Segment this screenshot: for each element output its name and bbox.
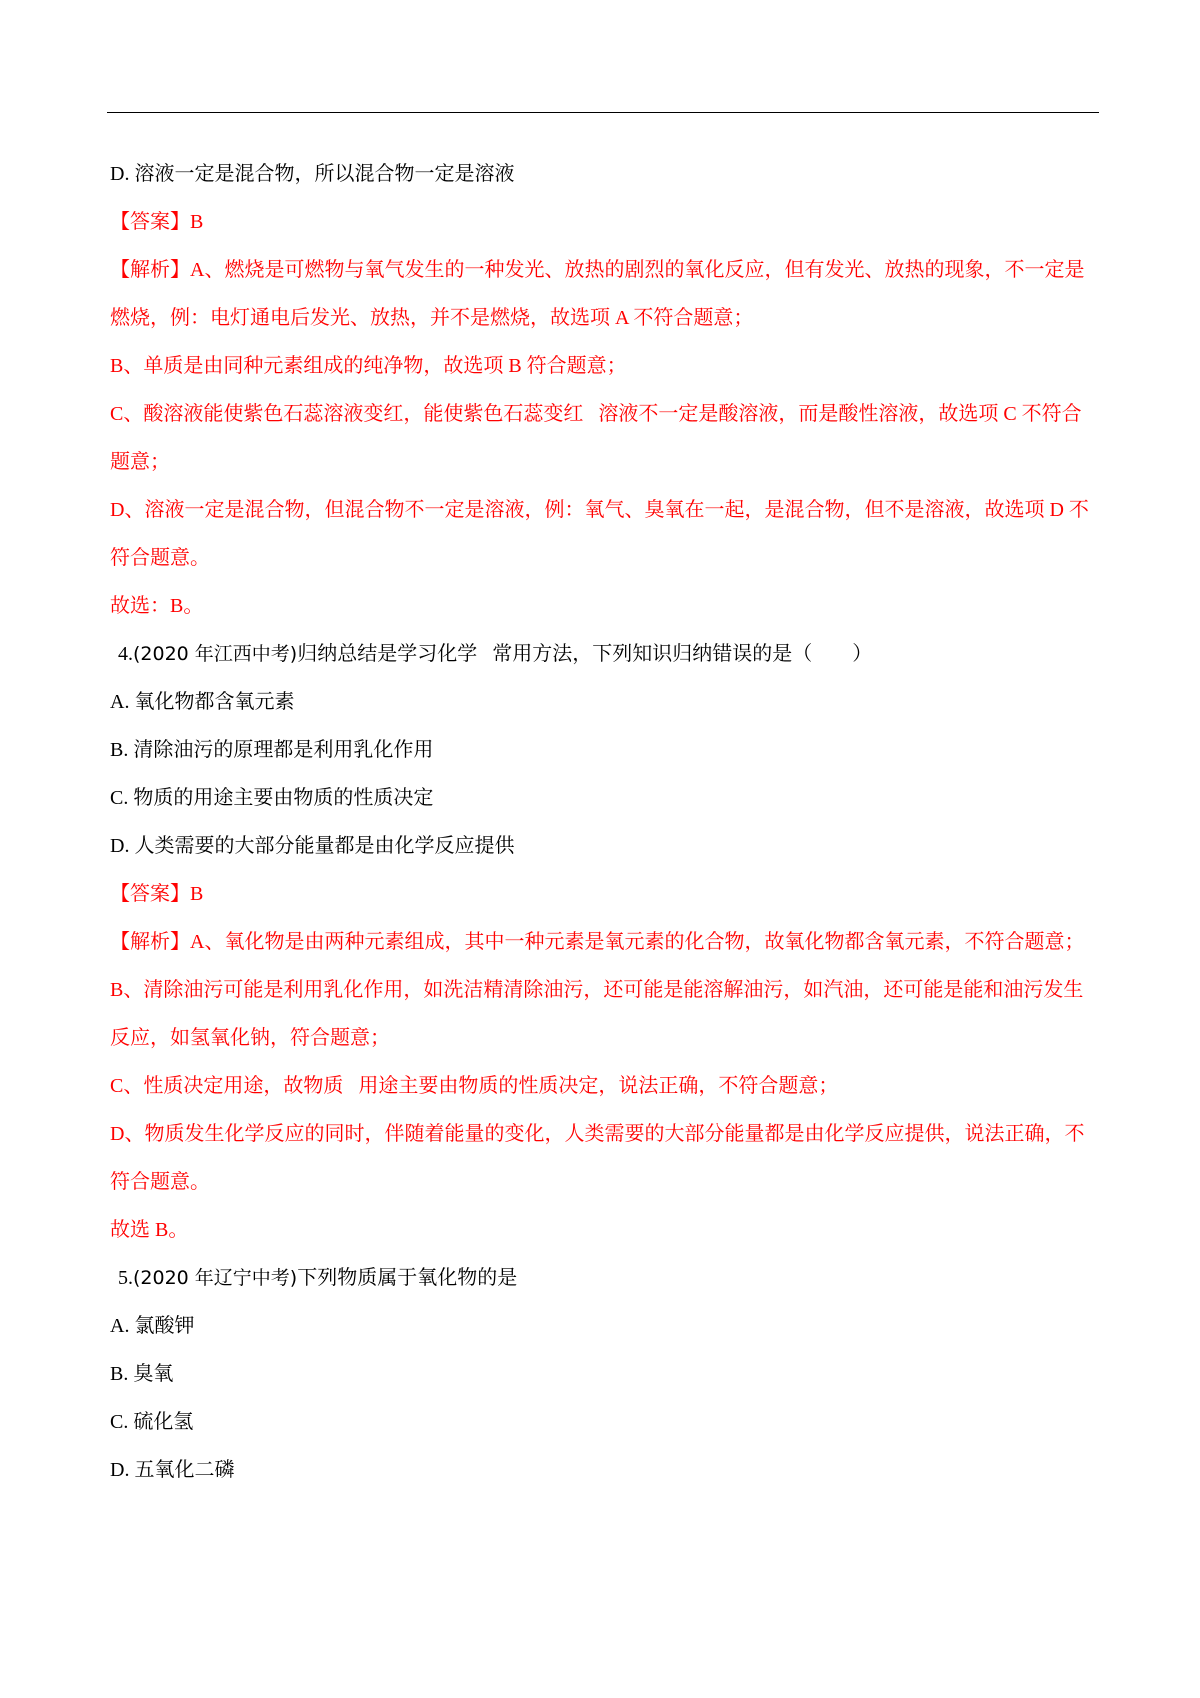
q5-option-d: D. 五氧化二磷: [110, 1459, 235, 1481]
q3-analysis-d: D、溶液一定是混合物，但混合物不一定是溶液，例：氧气、臭氧在一起，是混合物，但不是溶液，故选项 D 不符合题意。: [110, 499, 1089, 569]
q4-analysis-b: B、清除油污可能是利用乳化作用，如洗洁精清除油污，还可能是能溶解油污，如汽油，还可能是能和油污发生反应，如氢氧化钠，符合题意；: [110, 979, 1084, 1049]
q4-source: (2020 年江西中考): [133, 643, 298, 665]
q4-answer: 【答案】B: [110, 883, 204, 905]
q4-analysis-c: C、性质决定用途，故物质 用途主要由物质的性质决定，说法正确，不符合题意；: [110, 1075, 839, 1097]
q4-analysis-a: 【解析】A、氧化物是由两种元素组成，其中一种元素是氧元素的化合物，故氧化物都含氧元素，不符合题意；: [110, 931, 1085, 953]
q4-option-a: A. 氧化物都含氧元素: [110, 691, 295, 713]
q3-analysis-a: 【解析】A、燃烧是可燃物与氧气发生的一种发光、放热的剧烈的氧化反应，但有发光、放热的现象，不一定是燃烧，例：电灯通电后发光、放热，并不是燃烧，故选项 A 不符合题意；: [110, 259, 1085, 329]
header-rule: [107, 112, 1099, 113]
q3-analysis-b: B、单质是由同种元素组成的纯净物，故选项 B 符合题意；: [110, 355, 627, 377]
q4-stem-line: [110, 630, 1098, 678]
q4-stem: 归纳总结是学习化学 常用方法，下列知识归纳错误的是（ ）: [297, 643, 873, 665]
q3-option-d: D. 溶液一定是混合物，所以混合物一定是溶液: [110, 163, 515, 185]
q5-stem-line: [110, 1254, 1098, 1302]
q4-option-d: D. 人类需要的大部分能量都是由化学反应提供: [110, 835, 515, 857]
q4-option-b: B. 清除油污的原理都是利用乳化作用: [110, 739, 434, 761]
q5-number: 5.: [118, 1267, 133, 1289]
q5-option-a: A. 氯酸钾: [110, 1315, 195, 1337]
q5-option-b: B. 臭氧: [110, 1363, 174, 1385]
q3-answer: 【答案】B: [110, 211, 204, 233]
q5-source: (2020 年辽宁中考): [133, 1267, 298, 1289]
q4-analysis-d: D、物质发生化学反应的同时，伴随着能量的变化，人类需要的大部分能量都是由化学反应提供，说法正确，不符合题意。: [110, 1123, 1085, 1193]
q3-analysis-c: C、酸溶液能使紫色石蕊溶液变红，能使紫色石蕊变红 溶液不一定是酸溶液，而是酸性溶液，故选项 C 不符合题意；: [110, 403, 1082, 473]
q5-option-c: C. 硫化氢: [110, 1411, 194, 1433]
q4-conclusion: 故选 B。: [110, 1219, 189, 1241]
q3-conclusion: 故选：B。: [110, 595, 204, 617]
q4-option-c: C. 物质的用途主要由物质的性质决定: [110, 787, 434, 809]
document-body: [110, 150, 1098, 1494]
q4-number: 4.: [118, 643, 133, 665]
q5-stem: 下列物质属于氧化物的是: [297, 1267, 518, 1289]
